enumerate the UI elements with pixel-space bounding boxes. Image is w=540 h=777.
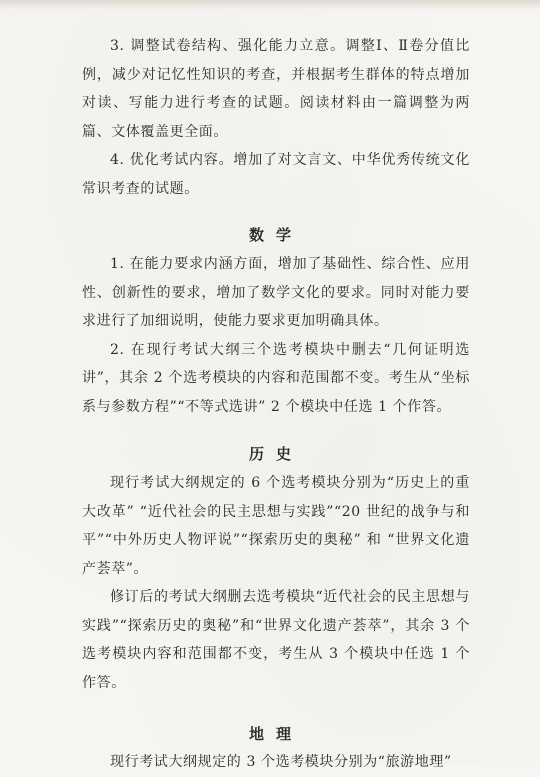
page-top-shadow bbox=[0, 0, 540, 10]
history-heading: 历史 bbox=[248, 445, 303, 463]
math-heading: 数学 bbox=[248, 226, 303, 244]
chinese-item-4: 4. 优化考试内容。增加了对文言文、中华优秀传统文化常识考查的试题。 bbox=[82, 152, 470, 197]
geography-paragraph-1: 现行考试大纲规定的 3 个选考模块分别为“旅游地理” bbox=[110, 754, 452, 770]
math-item-2: 2. 在现行考试大纲三个选考模块中删去“几何证明选讲”，其余 2 个选考模块的内容和范围都不变。考生从“坐标系与参数方程”“不等式选讲” 2 个模块中任选 1 个作答。 bbox=[82, 341, 470, 415]
geography-heading: 地理 bbox=[248, 725, 303, 743]
document-body bbox=[82, 32, 470, 777]
math-item-1: 1. 在能力要求内涵方面，增加了基础性、综合性、应用性、创新性的要求，增加了数学文化的要求。同时对能力要求进行了加细说明，使能力要求更加明确具体。 bbox=[82, 256, 470, 329]
history-paragraph-2: 修订后的考试大纲删去选考模块“近代社会的民主思想与实践”“探索历史的奥秘”和“世界文化遗产荟萃”，其余 3 个选考模块内容和范围都不变，考生从 3 个模块中任选 1 个作答。 bbox=[82, 589, 470, 691]
chinese-item-3: 3. 调整试卷结构、强化能力立意。调整Ⅰ、Ⅱ卷分值比例，减少对记忆性知识的考查，并根据考生群体的特点增加对读、写能力进行考查的试题。阅读材料由一篇调整为两篇、文体覆盖更全面。 bbox=[82, 38, 470, 140]
history-paragraph-1: 现行考试大纲规定的 6 个选考模块分别为“历史上的重大改革” “近代社会的民主思想与实践”“20 世纪的战争与和平”“中外历史人物评说”“探索历史的奥秘” 和 “世界文化遗产荟萃”。 bbox=[82, 475, 470, 577]
